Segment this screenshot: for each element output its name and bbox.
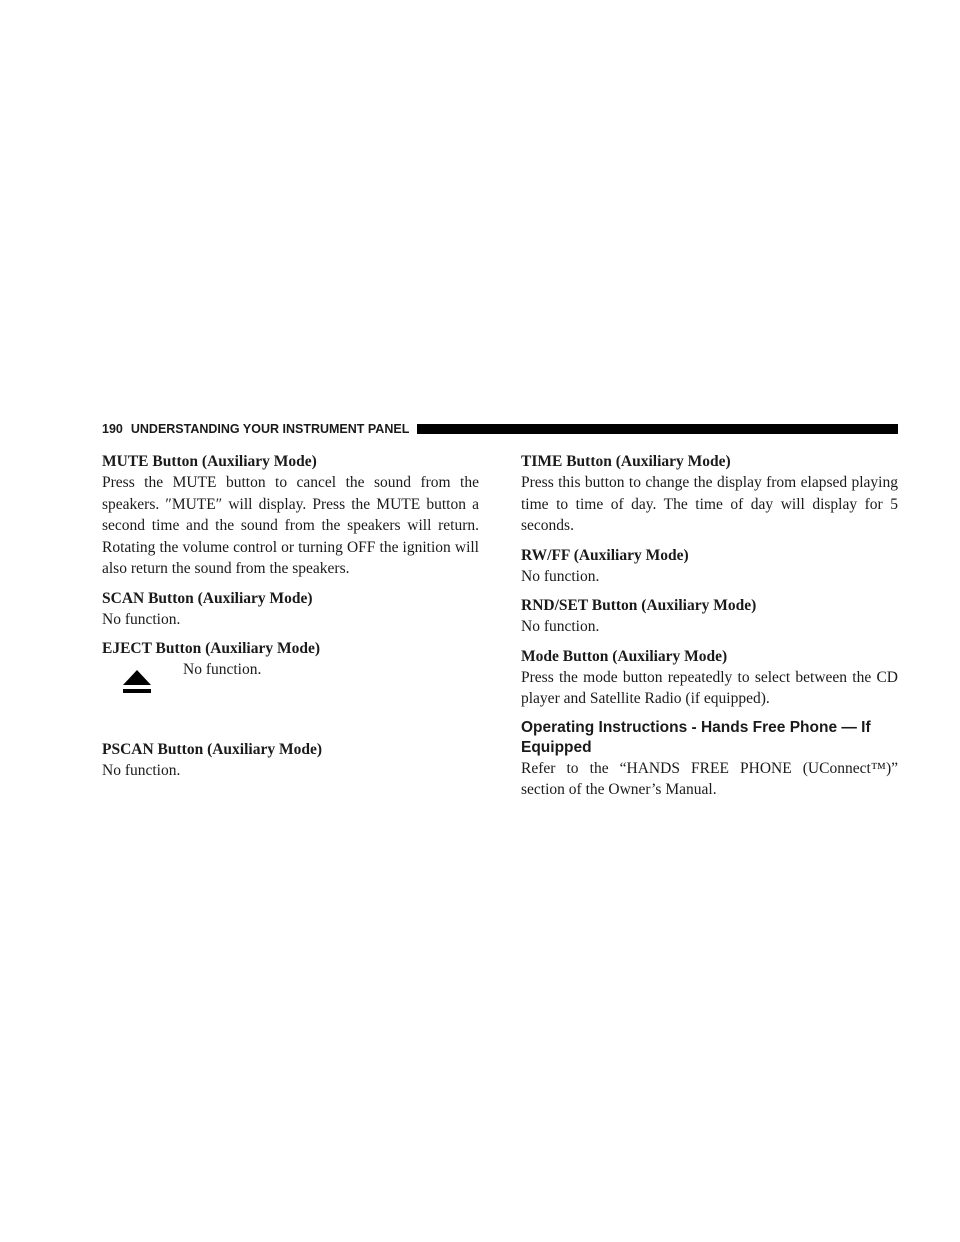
eject-section (102, 638, 479, 731)
scan-section (102, 588, 479, 631)
hands-free-heading: Operating Instructions - Hands Free Phone — If Equipped (521, 718, 871, 756)
left-column (102, 451, 479, 790)
right-column (521, 451, 898, 809)
eject-heading: EJECT Button (Auxiliary Mode) (102, 640, 321, 657)
eject-icon (122, 670, 152, 694)
mute-heading: MUTE Button (Auxiliary Mode) (102, 453, 317, 470)
scan-heading: SCAN Button (Auxiliary Mode) (102, 589, 313, 607)
rndset-body: No function. (521, 618, 600, 635)
mute-body: Press the MUTE button to cancel the sound from the speakers. ″MUTE″ will display. Press the MUTE button a second time and the sound from the speakers will return. Rotating the volume control or turning OFF the ignition will also return the sound from the speakers. (102, 474, 479, 577)
pscan-heading: PSCAN Button (Auxiliary Mode) (102, 741, 323, 758)
mode-section (521, 646, 898, 710)
rndset-section (521, 595, 898, 638)
rwff-heading: RW/FF (Auxiliary Mode) (521, 546, 689, 564)
page-header (102, 420, 898, 438)
section-title: UNDERSTANDING YOUR INSTRUMENT PANEL (130, 422, 410, 436)
rwff-section (521, 545, 898, 588)
header-rule (417, 424, 898, 434)
eject-row (102, 659, 479, 731)
time-heading: TIME Button (Auxiliary Mode) (521, 453, 731, 470)
hands-free-body: Refer to the “HANDS FREE PHONE (UConnect™)” section of the Owner’s Manual. (521, 759, 898, 798)
time-body: Press this button to change the display from elapsed playing time to time of day. The time of day will display for 5 seconds. (521, 474, 898, 534)
scan-body: No function. (102, 610, 181, 628)
rwff-body: No function. (521, 567, 600, 585)
pscan-section (102, 739, 479, 782)
eject-body: No function. (183, 661, 262, 678)
time-section (521, 451, 898, 537)
pscan-body: No function. (102, 762, 181, 779)
rndset-heading: RND/SET Button (Auxiliary Mode) (521, 597, 757, 614)
hands-free-section (521, 718, 898, 801)
mode-heading: Mode Button (Auxiliary Mode) (521, 647, 728, 665)
mute-section (102, 451, 479, 580)
mode-body: Press the mode button repeatedly to select between the CD player and Satellite Radio (if equipped). (521, 668, 898, 707)
page-number: 190 (102, 422, 123, 436)
